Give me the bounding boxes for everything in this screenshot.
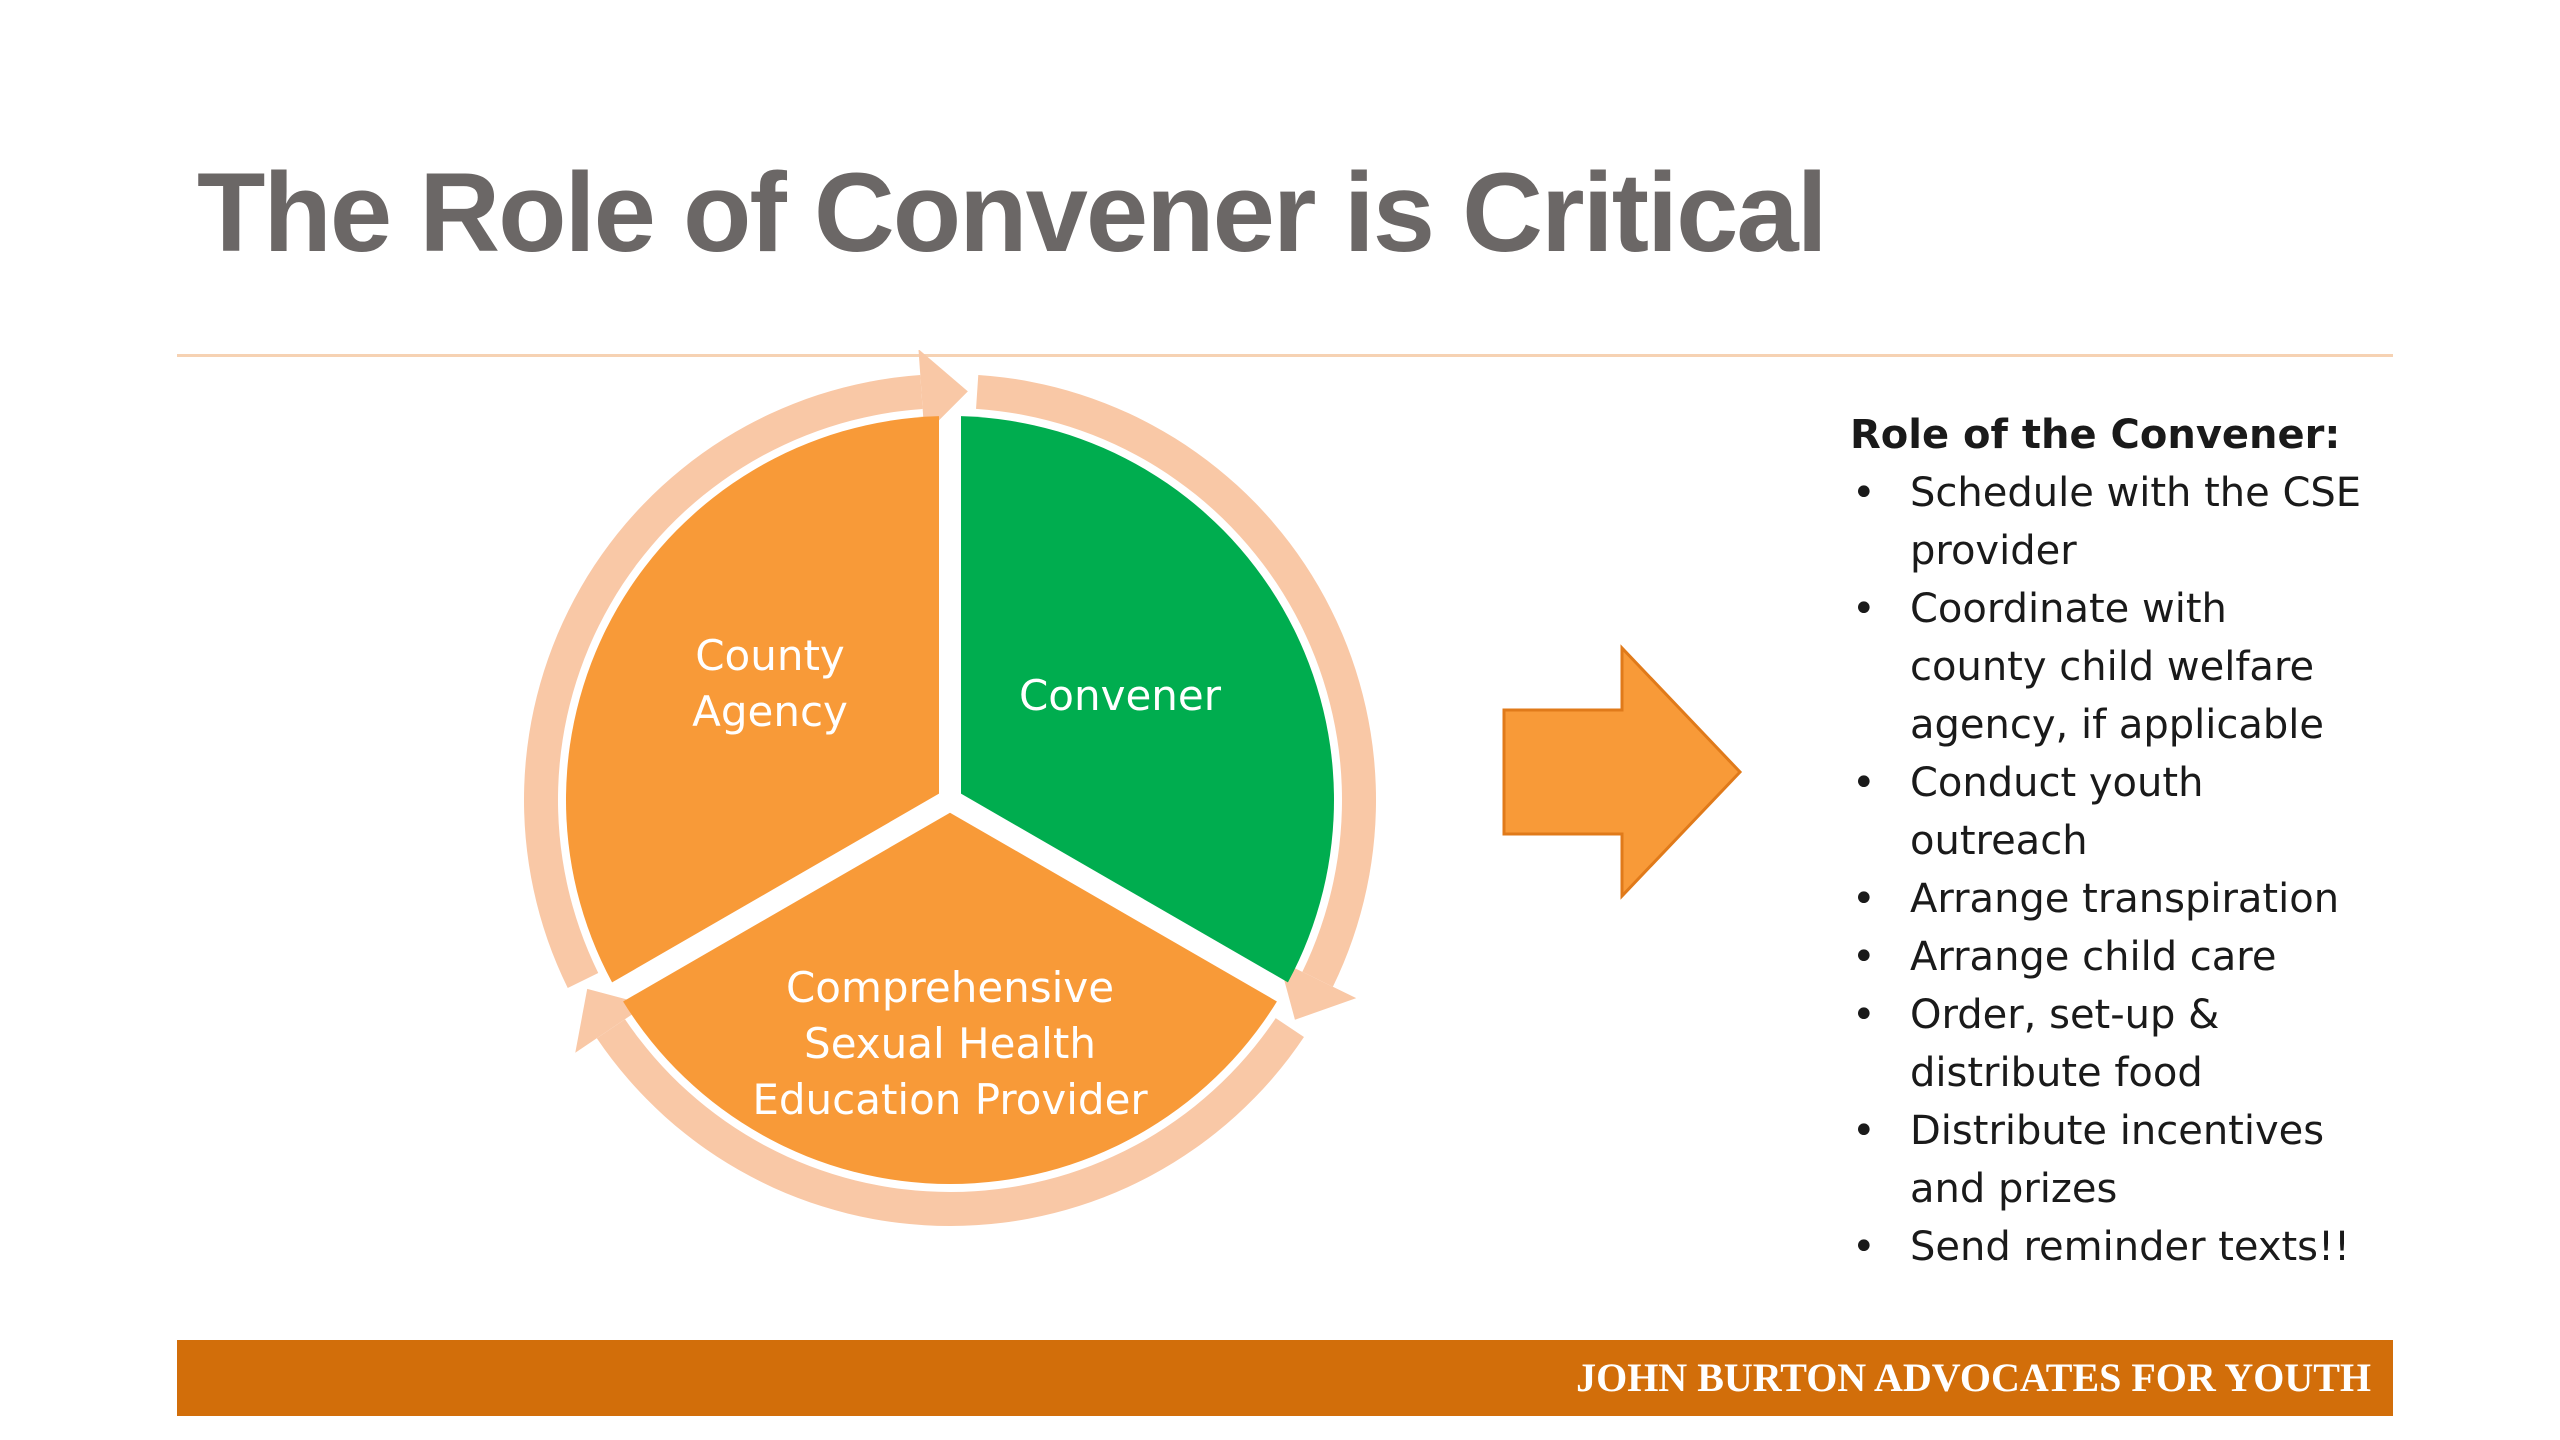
segment-label-line: Convener [1018, 671, 1222, 720]
role-heading: Role of the Convener: [1850, 412, 2341, 458]
role-item-line: county child welfare [1910, 644, 2315, 690]
bullet-icon: • [1852, 470, 1876, 516]
role-panel [1850, 406, 2410, 1276]
footer-organization-name: JOHN BURTON ADVOCATES FOR YOUTH [1576, 1355, 2371, 1400]
role-item-line: Coordinate with [1910, 586, 2227, 632]
role-list-item [1850, 928, 2410, 986]
role-list-item [1850, 986, 2410, 1102]
segment-label-line: County [695, 631, 845, 680]
role-item-line: Send reminder texts!! [1910, 1224, 2351, 1270]
role-item-line: Schedule with the CSE [1910, 470, 2362, 516]
segment-label-line: Sexual Health [804, 1019, 1096, 1068]
bullet-icon: • [1852, 876, 1876, 922]
role-item-line: and prizes [1910, 1166, 2118, 1212]
cycle-segments [566, 416, 1334, 1184]
role-list-item [1850, 1102, 2410, 1218]
bullet-icon: • [1852, 992, 1876, 1038]
segment-label-line: Comprehensive [785, 963, 1115, 1012]
segment-label-line: Agency [692, 687, 848, 736]
role-item-line: Arrange transpiration [1910, 876, 2340, 922]
role-list-item [1850, 754, 2410, 870]
role-item-line: outreach [1910, 818, 2088, 864]
role-list-item [1850, 870, 2410, 928]
bullet-icon: • [1852, 760, 1876, 806]
role-item-line: distribute food [1910, 1050, 2203, 1096]
segment-label-education-provider [752, 963, 1148, 1124]
role-item-line: provider [1910, 528, 2077, 574]
role-list-item [1850, 580, 2410, 754]
slide-title: The Role of Convener is Critical [197, 150, 1826, 275]
right-arrow-shape [1504, 648, 1740, 896]
role-item-line: Distribute incentives [1910, 1108, 2325, 1154]
role-item-line: agency, if applicable [1910, 702, 2325, 748]
cycle-diagram [500, 350, 1400, 1250]
segment-label-convener [1019, 671, 1222, 720]
bullet-icon: • [1852, 1108, 1876, 1154]
bullet-icon: • [1852, 1224, 1876, 1270]
role-list-item [1850, 464, 2410, 580]
role-item-line: Arrange child care [1910, 934, 2277, 980]
right-arrow-icon [1492, 640, 1752, 905]
role-list [1850, 464, 2410, 1276]
bullet-icon: • [1852, 586, 1876, 632]
role-item-line: Order, set-up & [1910, 992, 2220, 1038]
bullet-icon: • [1852, 934, 1876, 980]
footer-bar [177, 1340, 2393, 1416]
segment-label-line: Education Provider [752, 1075, 1148, 1124]
role-item-line: Conduct youth [1910, 760, 2204, 806]
role-list-item [1850, 1218, 2410, 1276]
